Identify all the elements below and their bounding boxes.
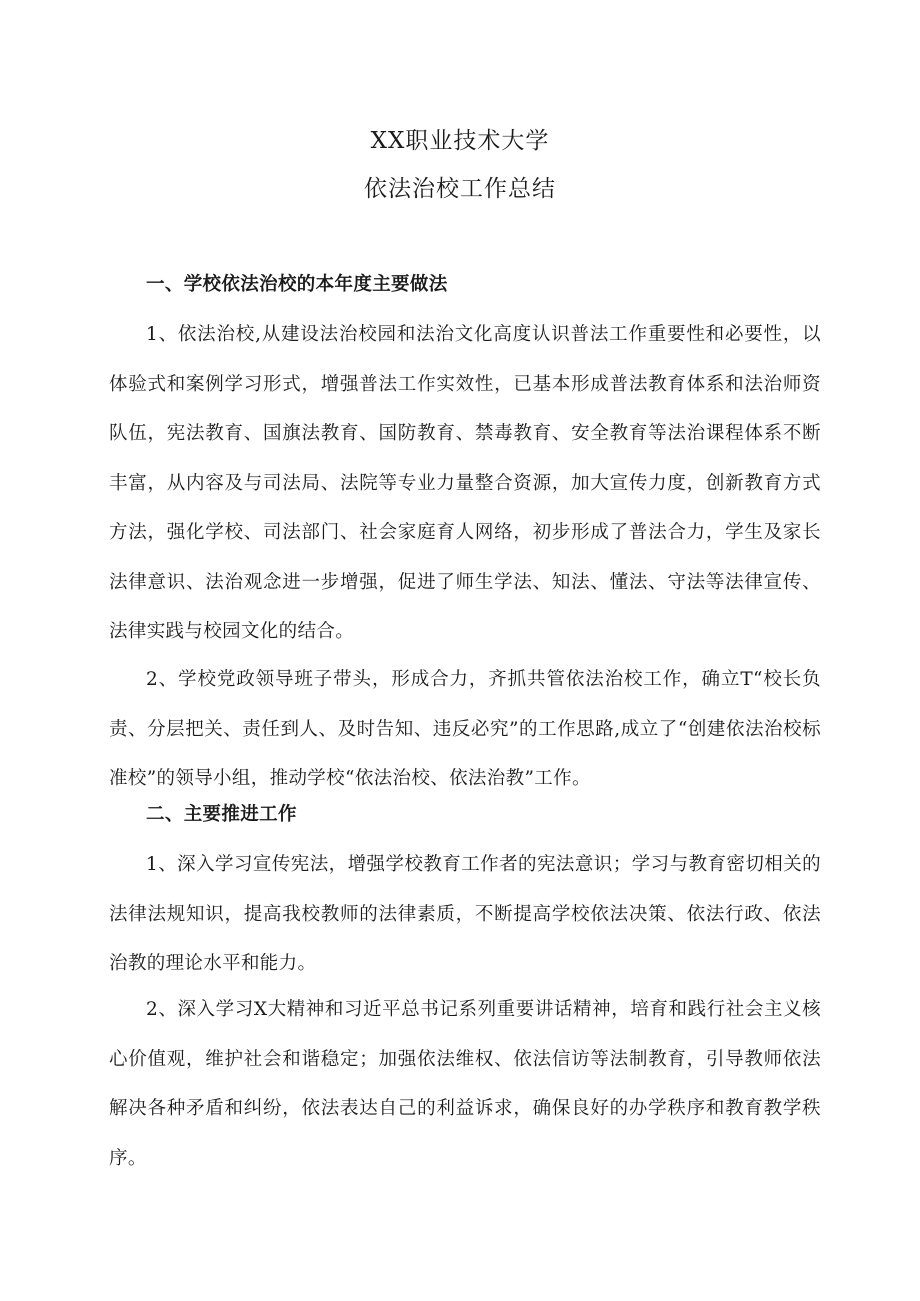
- section-heading-1: 一、学校依法治校的本年度主要做法: [146, 274, 448, 295]
- paragraph: 1、深入学习宣传宪法，增强学校教育工作者的宪法意识；学习与教育密切相关的法律法规知识，提高我校教师的法律素质，不断提高学校依法决策、依法行政、依法治教的理论水平和能力。: [109, 854, 821, 974]
- paragraph: 2、学校党政领导班子带头，形成合力，齐抓共管依法治校工作，确立T“校长负责、分层把关、责任到人、及时告知、违反必究”的工作思路,成立了“创建依法治校标准校”的领导小组，推动学校“依法治校、依法治教”工作。: [109, 669, 821, 789]
- paragraph: 2、深入学习X大精神和习近平总书记系列重要讲话精神，培育和践行社会主义核心价值观，维护社会和谐稳定；加强依法维权、依法信访等法制教育，引导教师依法解决各种矛盾和纠纷，依法表达自己的利益诉求，确保良好的办学秩序和教育教学秩序。: [109, 999, 821, 1169]
- document-title-line1: XX职业技术大学: [370, 128, 550, 154]
- section-heading-2: 二、主要推进工作: [146, 804, 297, 825]
- paragraph: 1、依法治校,从建设法治校园和法治文化高度认识普法工作重要性和必要性，以体验式和案例学习形式，增强普法工作实效性，已基本形成普法教育体系和法治师资队伍，宪法教育、国旗法教育、国防教育、禁毒教育、安全教育等法治课程体系不断丰富，从内容及与司法局、法院等专业力量整合资源，加大宣传力度，创新教育方式方法，强化学校、司法部门、社会家庭育人网络，初步形成了普法合力，学生及家长法律意识、法治观念进一步增强，促进了师生学法、知法、懂法、守法等法律宣传、法律实践与校园文化的结合。: [109, 324, 821, 642]
- document-title-line2: 依法治校工作总结: [364, 176, 556, 202]
